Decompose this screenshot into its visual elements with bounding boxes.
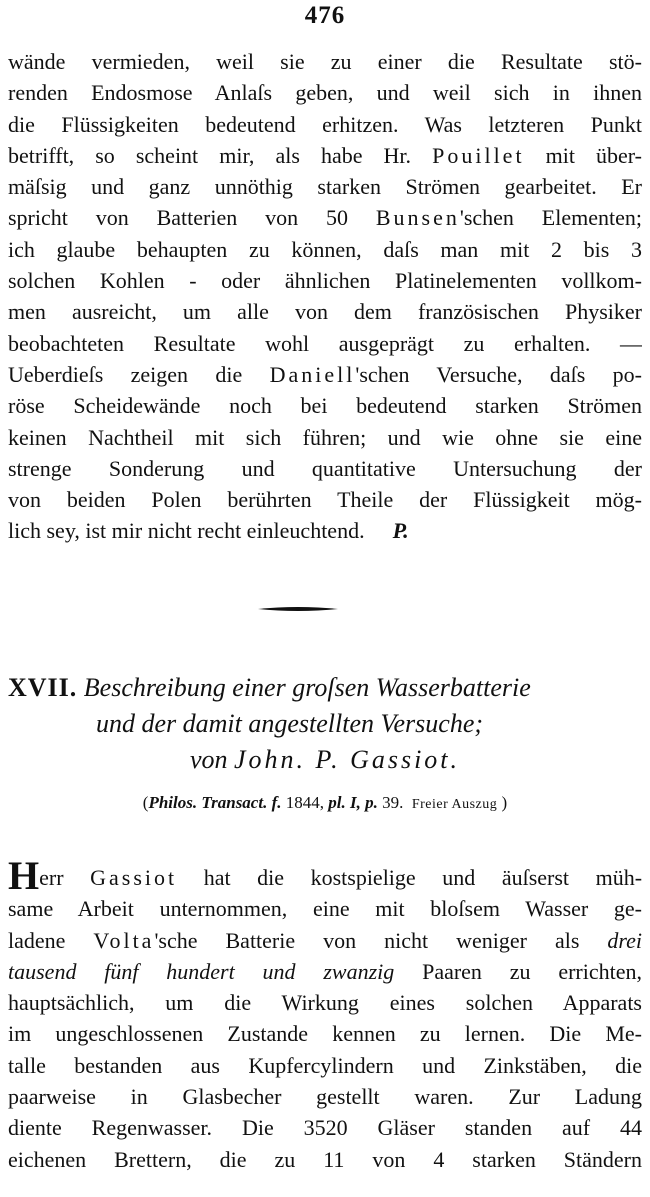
text-line: hauptsächlich, um die Wirkung eines solchen Apparats [8, 990, 642, 1016]
text-span: betrifft, so scheint mir, als habe Hr. [8, 142, 412, 168]
text-line: die Flüssigkeiten bedeutend erhitzen. Was letzteren Punkt [8, 111, 642, 137]
text-line: solchen Kohlen - oder ähnlichen Platinelementen vollkom- [8, 268, 642, 294]
text-line: ich glaube behaupten zu können, daſs man mit 2 bis 3 [8, 236, 642, 262]
emphasis-text: drei [607, 927, 642, 953]
text-line: same Arbeit unternommen, eine mit bloſsem Wasser ge- [8, 896, 642, 922]
text-span: err [39, 865, 64, 890]
text-line [8, 359, 642, 390]
person-name-daniell: Daniell [269, 361, 356, 387]
text-span: Ueberdieſs zeigen die [8, 361, 243, 387]
byline-prefix: von [189, 745, 228, 774]
text-line: mäſsig und ganz unnöthig starken Strömen gearbeitet. Er [8, 174, 642, 200]
text-line: eichenen Brettern, die zu 11 von 4 starken Ständern [8, 1146, 642, 1172]
heading-line [8, 670, 642, 706]
text-span: ladene [8, 927, 66, 953]
source-citation [0, 790, 650, 818]
text-line [8, 862, 642, 893]
citation-year: 1844, [285, 793, 324, 812]
citation-page: 39. [382, 793, 404, 812]
paragraph-continued [8, 46, 642, 547]
text-line: strenge Sonderung und quantitative Untersuchung der [8, 455, 642, 481]
person-name-pouillet: Pouillet [432, 142, 525, 168]
heading-line [8, 706, 642, 742]
text-line: im ungeschlossenen Zustande kennen zu lernen. Die Me- [8, 1021, 642, 1047]
text-span: lich sey, ist mir nicht recht einleuchtend. [8, 518, 365, 544]
emphasis-text: tausend fünf hundert und zwanzig [8, 958, 395, 984]
drop-cap: H [8, 862, 40, 894]
text-span: hat die kostspielige und äuſserst müh- [203, 865, 642, 890]
text-span: 'sche Batterie von nicht weniger als [154, 927, 580, 953]
text-line: paarweise in Glasbecher gestellt waren. Zur Ladung [8, 1084, 642, 1110]
page-number: 476 [304, 2, 346, 29]
section-divider-ornament [258, 604, 338, 614]
article-heading [8, 670, 642, 778]
text-line: men ausreicht, um alle von dem französischen Physiker [8, 299, 642, 325]
text-span: spricht von Batterien von 50 [8, 205, 348, 231]
person-name-gassiot: Gassiot [90, 865, 178, 890]
citation-plate: pl. I, p. [328, 793, 378, 812]
paren-close: ) [501, 793, 508, 812]
text-line: beobachteten Resultate wohl ausgeprägt zu erhalten. — [8, 330, 642, 356]
text-line [8, 140, 642, 171]
text-line [8, 956, 642, 987]
text-line: röse Scheidewände noch bei bedeutend starken Strömen [8, 393, 642, 419]
heading-line [8, 742, 642, 778]
text-span: 'schen Elementen; [459, 205, 642, 231]
article-author: John. P. Gassiot. [234, 745, 461, 774]
text-line: talle bestanden aus Kupfercylindern und Zinkstäben, die [8, 1052, 642, 1078]
person-name-bunsen: Bunsen [375, 205, 460, 231]
text-span: Paaren zu errichten, [422, 958, 642, 984]
text-line [8, 925, 642, 956]
text-line: keinen Nachtheil mit sich führen; und wie ohne sie eine [8, 424, 642, 450]
article-number: XVII. [8, 673, 78, 702]
text-line: renden Endosmose Anlaſs geben, und weil sich in ihnen [8, 80, 642, 106]
person-name-volta: Volta [93, 927, 155, 953]
text-span: mit über- [545, 142, 642, 168]
text-line [8, 515, 642, 546]
article-title: Beschreibung einer groſsen Wasserbatterie [83, 673, 531, 702]
text-line: wände vermieden, weil sie zu einer die Resultate stö- [8, 49, 642, 74]
paren-open: ( [142, 793, 149, 812]
article-title-continued: und der damit angestellten Versuche; [96, 709, 484, 738]
journal-name: Philos. Transact. f. [148, 793, 282, 812]
text-span: 'schen Versuche, daſs po- [355, 361, 642, 387]
excerpt-note: Freier Auszug [411, 797, 498, 812]
signature: P. [392, 518, 409, 544]
text-line: diente Regenwasser. Die 3520 Gläser standen auf 44 [8, 1115, 642, 1141]
text-line: von beiden Polen berührten Theile der Flüssigkeit mög- [8, 487, 642, 513]
text-line [8, 202, 642, 233]
article-body [8, 862, 642, 1175]
